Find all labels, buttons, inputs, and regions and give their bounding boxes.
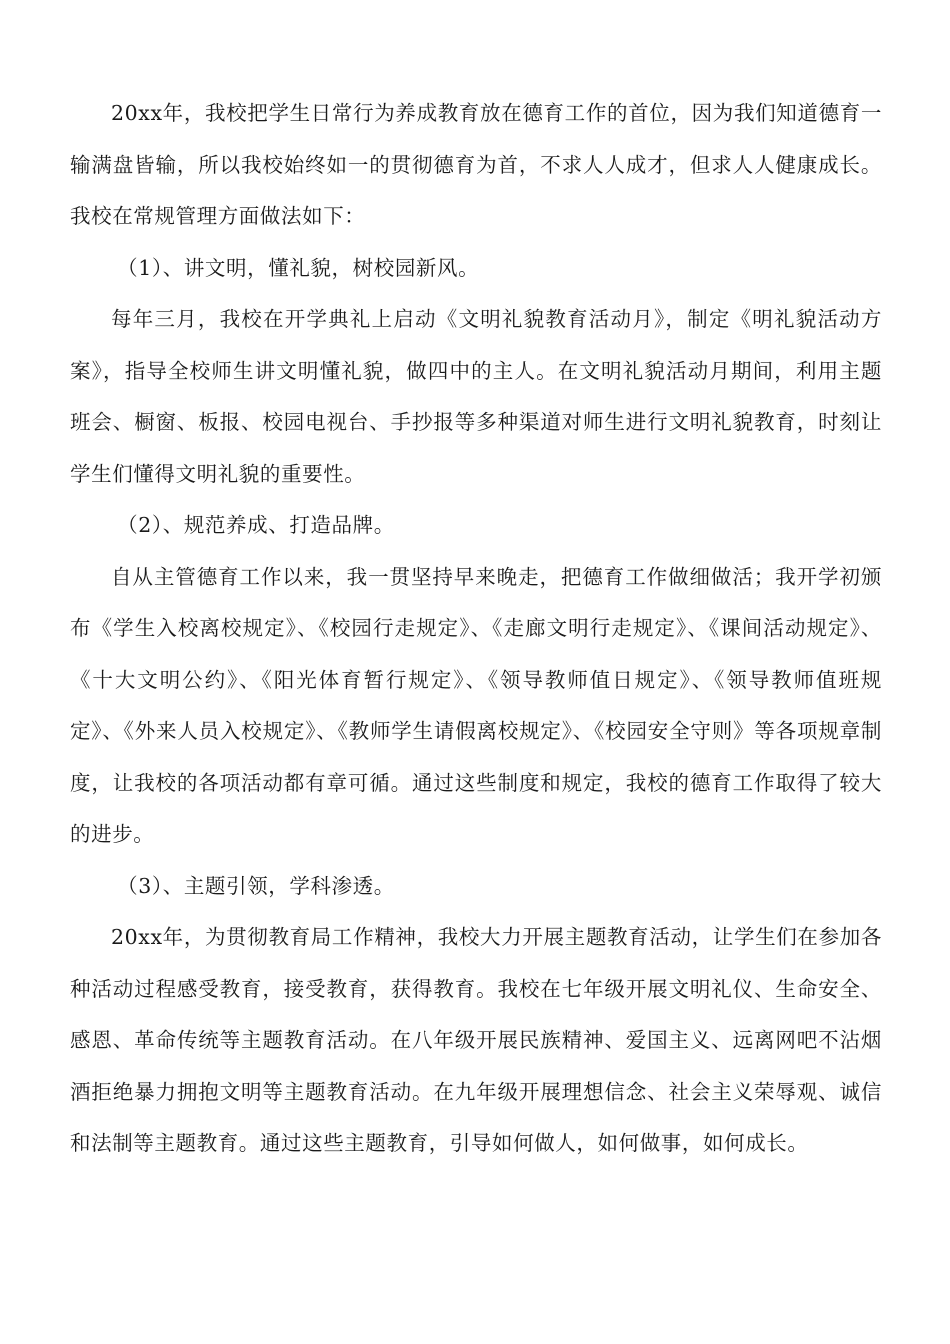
section-heading-1: （1）、讲文明，懂礼貌，树校园新风。 bbox=[117, 255, 480, 280]
paragraph-intro: 20xx年，我校把学生日常行为养成教育放在德育工作的首位，因为我们知道德育一输满盘皆输，所以我校始终如一的贯彻德育为首，不求人人成才，但求人人健康成长。我校在常规管理方面做法如下： bbox=[70, 101, 882, 228]
paragraph-theme-education: 20xx年，为贯彻教育局工作精神，我校大力开展主题教育活动，让学生们在参加各种活动过程感受教育，接受教育，获得教育。我校在七年级开展文明礼仪、生命安全、感恩、革命传统等主题教育活动。在八年级开展民族精神、爱国主义、远离网吧不沾烟酒拒绝暴力拥抱文明等主题教育活动。在九年级开展理想信念、社会主义荣辱观、诚信和法制等主题教育。通过这些主题教育，引导如何做人，如何做事，如何成长。 bbox=[70, 925, 882, 1155]
paragraph-civility: 每年三月，我校在开学典礼上启动《文明礼貌教育活动月》，制定《明礼貌活动方案》，指导全校师生讲文明懂礼貌，做四中的主人。在文明礼貌活动月期间，利用主题班会、橱窗、板报、校园电视台、手抄报等多种渠道对师生进行文明礼貌教育，时刻让学生们懂得文明礼貌的重要性。 bbox=[70, 307, 882, 486]
section-heading-3: （3）、主题引领，学科渗透。 bbox=[117, 873, 395, 898]
paragraph-regulations: 自从主管德育工作以来，我一贯坚持早来晚走，把德育工作做细做活；我开学初颁布《学生入校离校规定》、《校园行走规定》、《走廊文明行走规定》、《课间活动规定》、《十大文明公约》、《阳光体育暂行规定》、《领导教师值日规定》、《领导教师值班规定》、《外来人员入校规定》、《教师学生请假离校规定》、《校园安全守则》等各项规章制度，让我校的各项活动都有章可循。通过这些制度和规定，我校的德育工作取得了较大的进步。 bbox=[70, 564, 882, 846]
document-body bbox=[70, 88, 882, 1170]
section-heading-2: （2）、规范养成、打造品牌。 bbox=[117, 513, 395, 537]
